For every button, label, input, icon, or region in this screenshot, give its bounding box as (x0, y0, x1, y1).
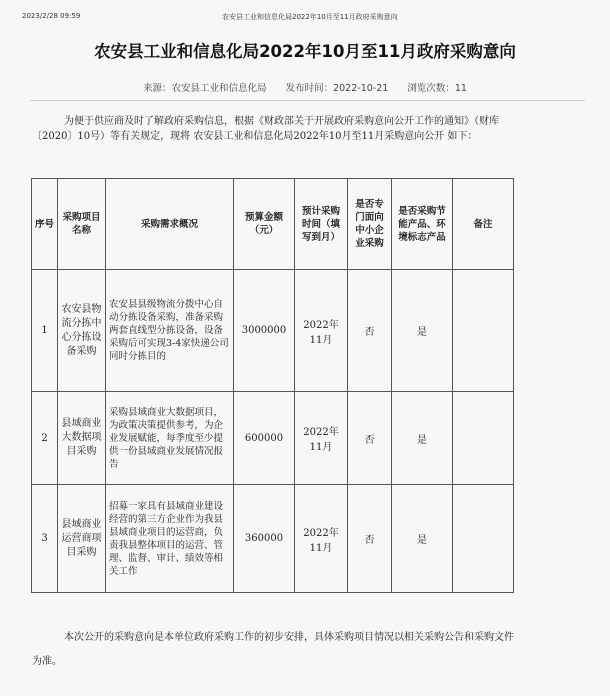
cell-green: 是 (392, 485, 453, 593)
header-desc: 采购需求概况 (106, 179, 234, 270)
cell-note (453, 392, 514, 485)
cell-green: 是 (392, 392, 453, 485)
cell-sme: 否 (348, 485, 392, 593)
cell-name: 农安县物流分拣中心分拣设备采购 (58, 270, 106, 392)
cell-desc: 农安县县级物流分拨中心自动分拣设备采购，准备采购两套直线型分拣设备，设备采购后可实现3-4家快递公司同时分拣目的 (106, 270, 234, 392)
procurement-table (31, 178, 514, 593)
cell-seq: 2 (32, 392, 58, 485)
header-seq: 序号 (32, 179, 58, 270)
table-row (32, 270, 514, 392)
table-header-row (32, 179, 514, 270)
header-budget: 预算金额（元） (234, 179, 295, 270)
cell-sme: 否 (348, 270, 392, 392)
header-name: 采购项目名称 (58, 179, 106, 270)
cell-time: 2022年11月 (295, 485, 348, 593)
intro-paragraph: 为便于供应商及时了解政府采购信息，根据《财政部关于开展政府采购意向公开工作的通知》（财库〔2020〕10号）等有关规定，现将 农安县工业和信息化局2022年10月至11月采购意向公开 如下： (32, 116, 499, 142)
cell-desc: 招募一家具有县域商业建设经营的第三方企业作为我县县域商业项目的运营商，负责我县整体项目的运营、管理、监督、审计、绩效等相关工作 (106, 485, 234, 593)
header-note: 备注 (453, 179, 514, 270)
article-meta (0, 80, 610, 94)
header-sme: 是否专门面向中小企业采购 (348, 179, 392, 270)
divider (30, 100, 585, 101)
cell-note (453, 485, 514, 593)
cell-name: 县域商业运营商项目采购 (58, 485, 106, 593)
cell-time: 2022年11月 (295, 270, 348, 392)
cell-note (453, 270, 514, 392)
table-row (32, 392, 514, 485)
cell-sme: 否 (348, 392, 392, 485)
print-doc-title: 农安县工业和信息化局2022年10月至11月政府采购意向 (222, 13, 398, 21)
cell-budget: 360000 (234, 485, 295, 593)
cell-budget: 3000000 (234, 270, 295, 392)
cell-seq: 3 (32, 485, 58, 593)
meta-publish-time: 发布时间：2022-10-21 (285, 83, 389, 94)
footer-paragraph: 本次公开的采购意向是本单位政府采购工作的初步安排，具体采购项目情况以相关采购公告和采购文件为准。 (32, 632, 514, 667)
page-title: 农安县工业和信息化局2022年10月至11月政府采购意向 (94, 42, 516, 61)
cell-desc: 采购县域商业大数据项目，为政策决策提供参考，为企业发展赋能，每季度至少提供一份县域商业发展情况报告 (106, 392, 234, 485)
cell-time: 2022年11月 (295, 392, 348, 485)
cell-budget: 600000 (234, 392, 295, 485)
cell-seq: 1 (32, 270, 58, 392)
cell-name: 县域商业大数据项目采购 (58, 392, 106, 485)
table-row (32, 485, 514, 593)
header-time: 预计采购时间（填写到月） (295, 179, 348, 270)
cell-green: 是 (392, 270, 453, 392)
meta-views: 浏览次数：11 (407, 83, 467, 94)
meta-source: 来源：农安县工业和信息化局 (143, 83, 267, 94)
header-green: 是否采购节能产品、环境标志产品 (392, 179, 453, 270)
print-timestamp: 2023/2/28 09:59 (22, 12, 81, 20)
